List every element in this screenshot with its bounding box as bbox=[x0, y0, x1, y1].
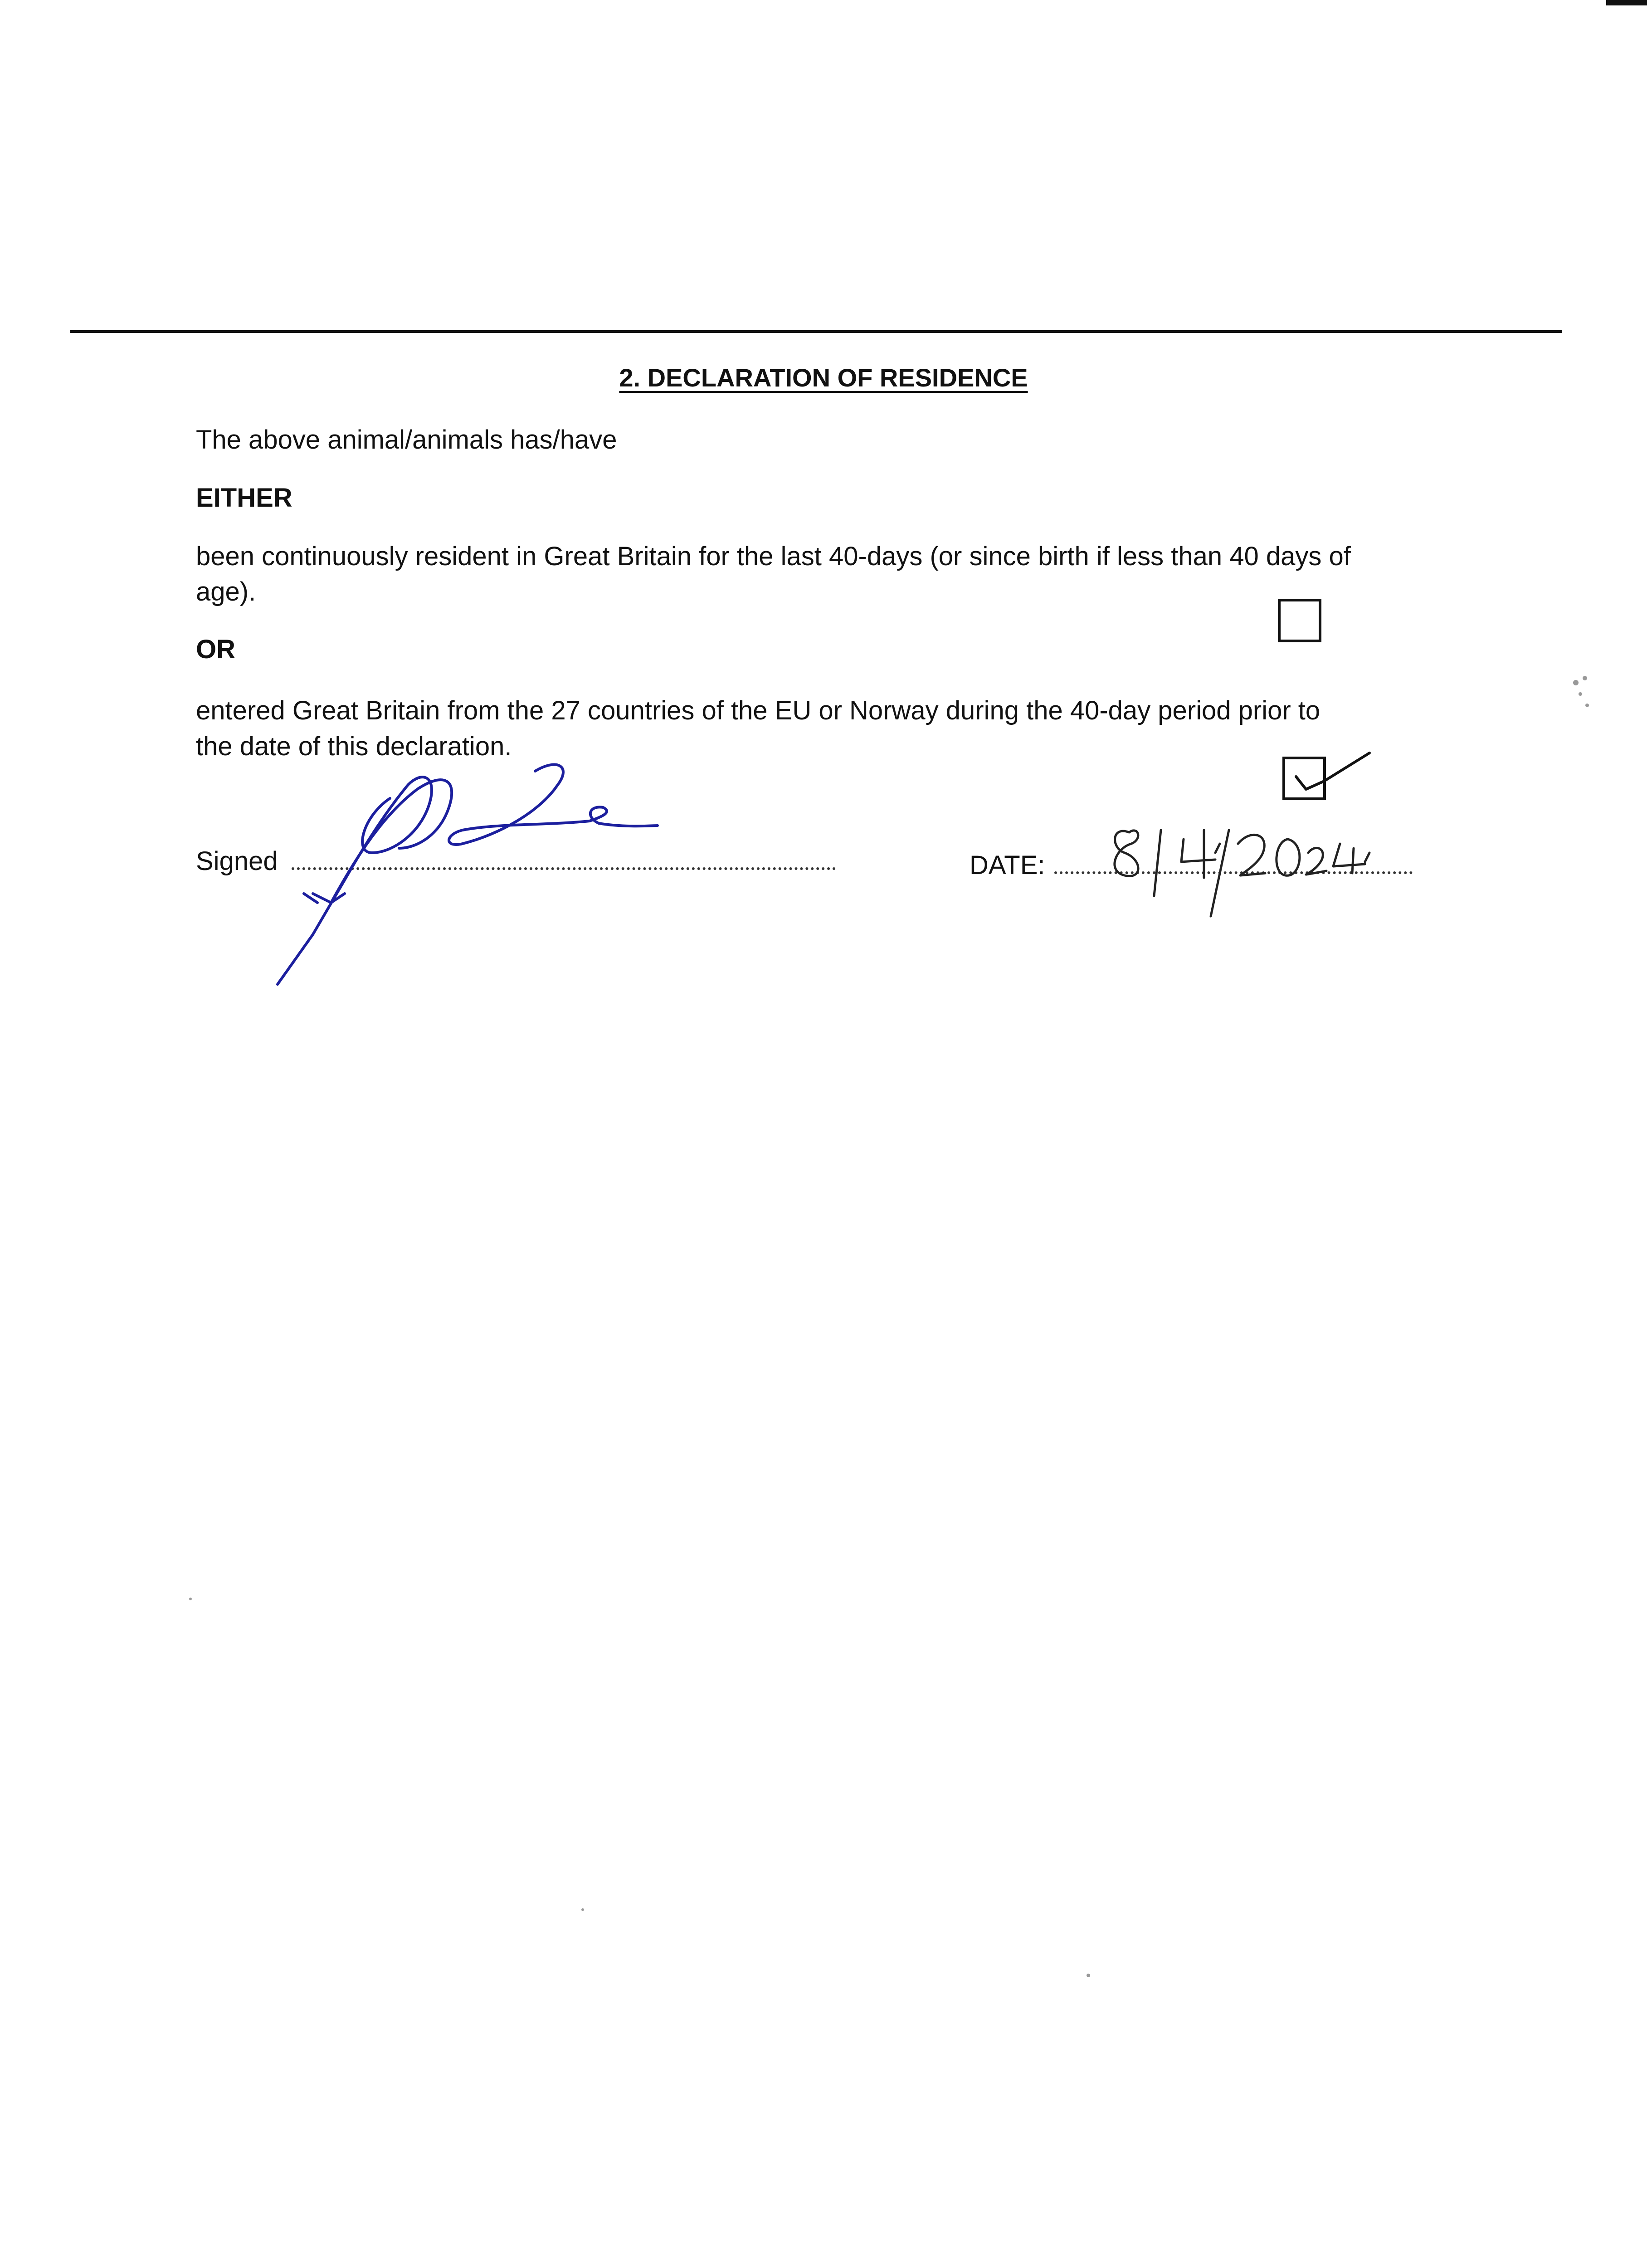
option2-text-line2: the date of this declaration. bbox=[196, 732, 512, 761]
or-label: OR bbox=[196, 635, 235, 664]
date-label: DATE: bbox=[970, 850, 1045, 880]
option1-text-line1: been continuously resident in Great Britain for the last 40-days (or since birth if less than 40 days of bbox=[196, 542, 1351, 571]
date-dotted-line[interactable] bbox=[1054, 867, 1413, 874]
intro-text: The above animal/animals has/have bbox=[196, 425, 617, 455]
date-line bbox=[970, 850, 1413, 880]
signature-dotted-line[interactable] bbox=[292, 863, 836, 870]
option2-text-line1: entered Great Britain from the 27 countries of the EU or Norway during the 40-day period prior to bbox=[196, 696, 1321, 725]
signed-label: Signed bbox=[196, 846, 278, 876]
section-divider bbox=[70, 330, 1562, 333]
option2-checkbox[interactable] bbox=[1282, 757, 1326, 800]
section-heading: 2. DECLARATION OF RESIDENCE bbox=[619, 363, 1028, 392]
either-label: EITHER bbox=[196, 483, 292, 513]
option1-checkbox[interactable] bbox=[1278, 599, 1321, 642]
option1-text-line2: age). bbox=[196, 577, 256, 606]
signature-line bbox=[196, 846, 836, 876]
scan-corner-mark bbox=[1606, 0, 1647, 5]
